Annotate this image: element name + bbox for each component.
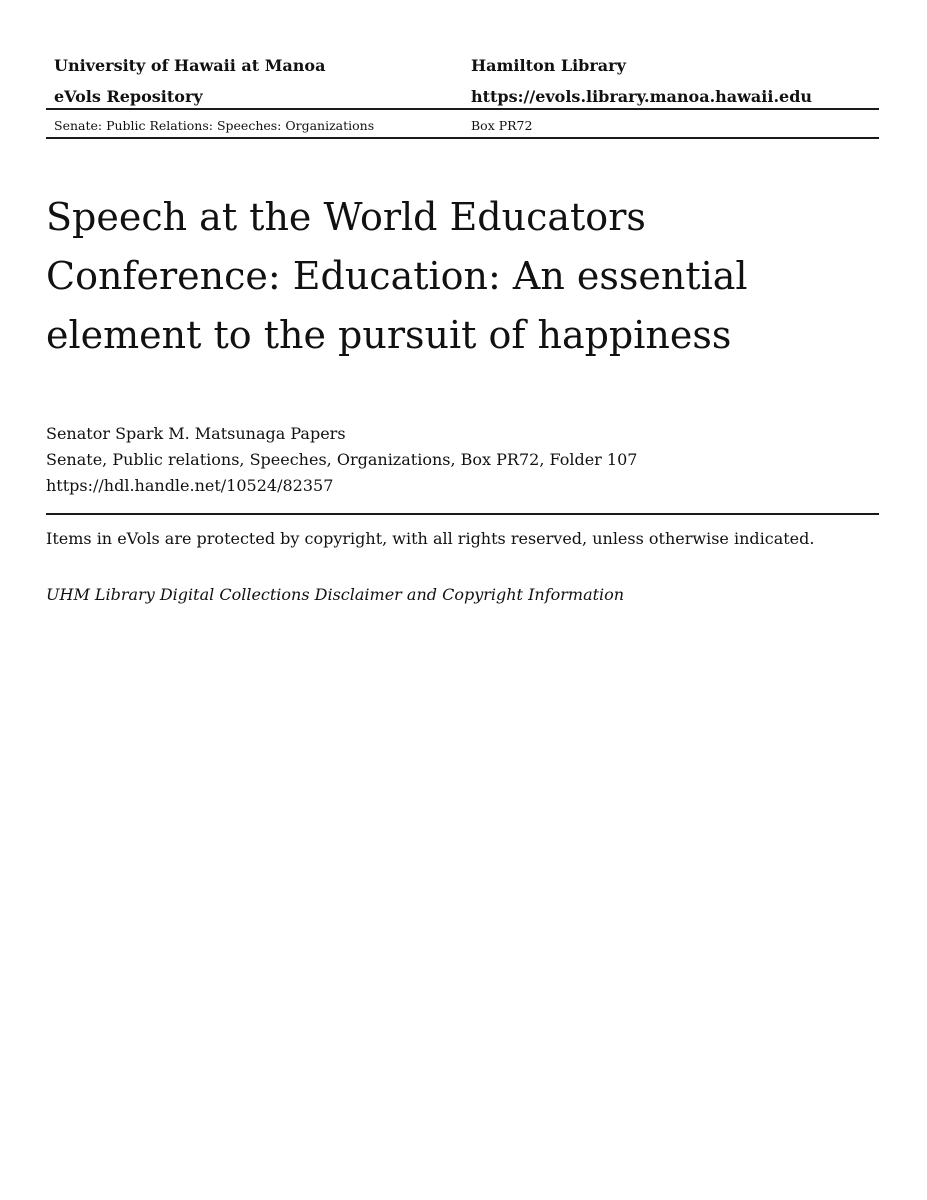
folder-location: Senate, Public relations, Speeches, Organizations, Box PR72, Folder 107 [46, 450, 638, 469]
collection-path: Senate: Public Relations: Speeches: Organizations [54, 118, 375, 133]
document-metadata [46, 421, 637, 499]
section-divider [46, 513, 879, 515]
copyright-notice: Items in eVols are protected by copyright, with all rights reserved, unless otherwise indicated. [46, 529, 815, 548]
handle-link[interactable]: https://hdl.handle.net/10524/82357 [46, 476, 334, 495]
repository-url[interactable]: https://evols.library.manoa.hawaii.edu [471, 87, 813, 106]
papers-collection: Senator Spark M. Matsunaga Papers [46, 424, 346, 443]
box-label: Box PR72 [471, 118, 533, 133]
document-title: Speech at the World Educators Conference: Education: An essential element to the pursuit of happiness [46, 195, 748, 357]
library-name: Hamilton Library [471, 56, 626, 75]
disclaimer-link[interactable]: UHM Library Digital Collections Disclaimer and Copyright Information [46, 585, 625, 604]
institution-name: University of Hawaii at Manoa [54, 56, 326, 75]
repository-name: eVols Repository [54, 87, 203, 106]
repository-header [46, 54, 879, 110]
collection-subheader [46, 110, 879, 139]
